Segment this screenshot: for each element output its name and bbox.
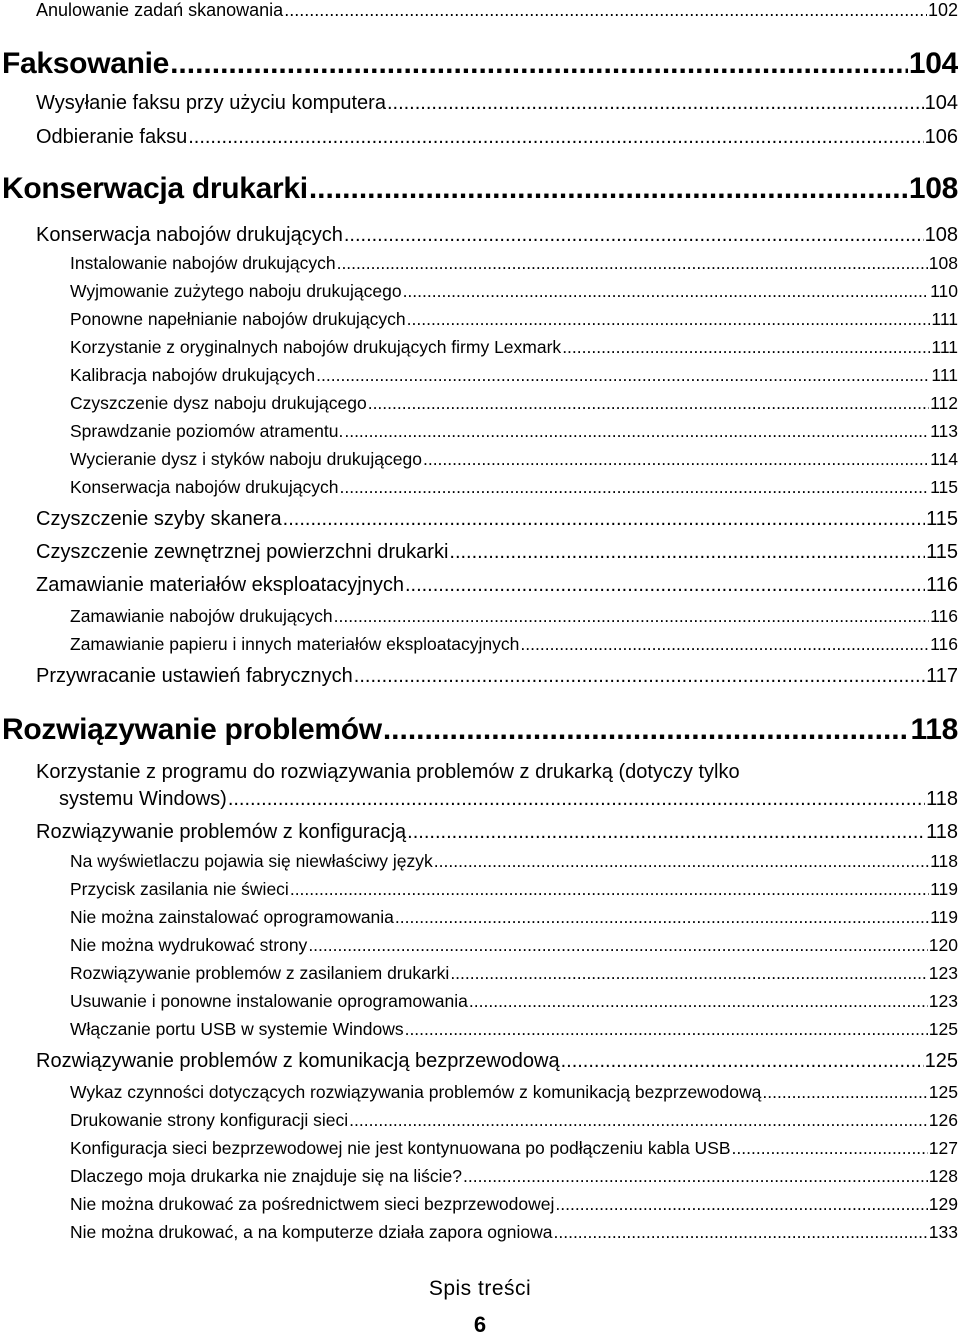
- toc-subentry-title: Konserwacja nabojów drukujących: [70, 477, 339, 497]
- toc-subentry[interactable]: [70, 851, 958, 872]
- toc-subentry-title: Drukowanie strony konfiguracji sieci: [70, 1110, 349, 1130]
- toc-entry-title: Rozwiązywanie problemów z konfiguracją: [36, 821, 407, 843]
- toc-subentry-title: Nie można drukować, a na komputerze działa zapora ogniowa: [70, 1222, 553, 1242]
- dot-leader: [395, 907, 929, 928]
- toc-entry-title: Przywracanie ustawień fabrycznych: [36, 665, 353, 687]
- toc-entry-page: 106: [924, 126, 958, 148]
- toc-subentry-page: 108: [928, 253, 958, 273]
- toc-entry-page: 118: [926, 821, 958, 843]
- toc-subentry-page: 125: [928, 1082, 958, 1102]
- dot-leader: [354, 665, 925, 688]
- dot-leader: [450, 963, 927, 984]
- toc-subentry-title: Ponowne napełnianie nabojów drukujących: [70, 309, 406, 329]
- dot-leader: [339, 477, 929, 498]
- dot-leader: [562, 337, 930, 358]
- toc-entry-title: Rozwiązywanie problemów z komunikacją bezprzewodową: [36, 1050, 560, 1072]
- toc-subentry[interactable]: [70, 1019, 958, 1040]
- toc-subentry[interactable]: [70, 907, 958, 928]
- toc-entry[interactable]: [36, 541, 958, 564]
- dot-leader: [520, 634, 929, 655]
- toc-subentry-page: 119: [930, 879, 958, 899]
- dot-leader: [188, 126, 923, 149]
- toc-subentry-title: Korzystanie z oryginalnych nabojów drukujących firmy Lexmark: [70, 337, 562, 357]
- toc-chapter-title: Rozwiązywanie problemów: [2, 713, 382, 746]
- toc-entry-title: Wysyłanie faksu przy użyciu komputera: [36, 92, 386, 114]
- toc-subentry[interactable]: [70, 1138, 958, 1159]
- toc-subentry-title: Na wyświetlaczu pojawia się niewłaściwy język: [70, 851, 433, 871]
- dot-leader: [228, 788, 925, 811]
- toc-subentry-page: 116: [930, 606, 958, 626]
- toc-subentry-title: Wykaz czynności dotyczących rozwiązywania problemów z komunikacją bezprzewodową: [70, 1082, 762, 1102]
- dot-leader: [423, 449, 929, 470]
- toc-entry[interactable]: [36, 508, 958, 531]
- toc-subentry-page: 123: [928, 991, 958, 1011]
- dot-leader: [349, 1110, 928, 1131]
- toc-subentry[interactable]: [70, 309, 958, 330]
- toc-subentry-title: Konfiguracja sieci bezprzewodowej nie jest kontynuowana po podłączeniu kabla USB: [70, 1138, 731, 1158]
- toc-subentry[interactable]: [70, 879, 958, 900]
- toc-chapter[interactable]: [2, 47, 958, 81]
- dot-leader: [284, 0, 927, 21]
- toc-subentry-page: 118: [930, 851, 958, 871]
- toc-subentry-page: 125: [928, 1019, 958, 1039]
- toc-subentry-page: 133: [928, 1222, 958, 1242]
- dot-leader: [344, 224, 924, 247]
- toc-entry[interactable]: [36, 665, 958, 688]
- toc-subentry-title: Wyjmowanie zużytego naboju drukującego: [70, 281, 402, 301]
- toc-subentry-page: 126: [928, 1110, 958, 1130]
- toc-subentry[interactable]: [70, 477, 958, 498]
- toc-entry-page: 115: [926, 541, 958, 563]
- toc-subentry[interactable]: [70, 1082, 958, 1103]
- dot-leader: [337, 253, 928, 274]
- dot-leader: [732, 1138, 928, 1159]
- toc-subentry-title: Instalowanie nabojów drukujących: [70, 253, 336, 273]
- dot-leader: [383, 713, 910, 747]
- dot-leader: [405, 1019, 928, 1040]
- toc-entry-title: Anulowanie zadań skanowania: [36, 0, 284, 20]
- toc-subentry[interactable]: [70, 449, 958, 470]
- toc-subentry[interactable]: [70, 1194, 958, 1215]
- toc-subentry-title: Nie można drukować za pośrednictwem sieci bezprzewodowej: [70, 1194, 555, 1214]
- toc-chapter-title: Faksowanie: [2, 47, 170, 80]
- toc-subentry[interactable]: [70, 253, 958, 274]
- toc-subentry[interactable]: [70, 365, 958, 386]
- toc-subentry-page: 120: [928, 935, 958, 955]
- dot-leader: [407, 309, 931, 330]
- footer-page-number: 6: [473, 1312, 487, 1337]
- toc-subentry[interactable]: [70, 281, 958, 302]
- toc-subentry-page: 114: [930, 449, 958, 469]
- toc-subentry[interactable]: [70, 421, 958, 442]
- dot-leader: [308, 935, 927, 956]
- dot-leader: [316, 365, 930, 386]
- toc-subentry-page: 128: [928, 1166, 958, 1186]
- toc-entry[interactable]: [36, 574, 958, 597]
- footer-section-title: Spis treści: [428, 1277, 532, 1300]
- toc-subentry-page: 111: [931, 365, 958, 385]
- toc-subentry-page: 123: [928, 963, 958, 983]
- toc-subentry-title: Przycisk zasilania nie świeci: [70, 879, 289, 899]
- toc-subentry[interactable]: [70, 634, 958, 655]
- dot-leader: [407, 821, 925, 844]
- dot-leader: [403, 281, 930, 302]
- dot-leader: [561, 1050, 924, 1073]
- toc-subentry-page: 111: [931, 337, 958, 357]
- toc-entry-title: Czyszczenie zewnętrznej powierzchni drukarki: [36, 541, 449, 563]
- toc-subentry-title: Nie można zainstalować oprogramowania: [70, 907, 394, 927]
- toc-entry[interactable]: [36, 224, 958, 247]
- toc-subentry-page: 113: [930, 421, 958, 441]
- toc-entry-title: Zamawianie materiałów eksploatacyjnych: [36, 574, 404, 596]
- dot-leader: [434, 851, 929, 872]
- dot-leader: [283, 508, 925, 531]
- toc-subentry-title: Dlaczego moja drukarka nie znajduje się na liście?: [70, 1166, 463, 1186]
- toc-entry[interactable]: [36, 1050, 958, 1073]
- toc-entry-page: 102: [927, 0, 958, 20]
- toc-subentry-title: Zamawianie papieru i innych materiałów eksploatacyjnych: [70, 634, 520, 654]
- toc-subentry-title: Usuwanie i ponowne instalowanie oprogramowania: [70, 991, 468, 1011]
- dot-leader: [387, 92, 924, 115]
- toc-entry-title: Odbieranie faksu: [36, 126, 188, 148]
- dot-leader: [463, 1166, 928, 1187]
- toc-entry-page: 118: [926, 788, 958, 810]
- toc-subentry-page: 115: [930, 477, 958, 497]
- toc-subentry-page: 112: [930, 393, 958, 413]
- toc-subentry[interactable]: [70, 935, 958, 956]
- toc-entry-page: 108: [924, 224, 958, 246]
- dot-leader: [290, 879, 929, 900]
- toc-entry-title: systemu Windows): [59, 788, 227, 810]
- toc-entry[interactable]: [36, 92, 958, 115]
- toc-subentry-title: Rozwiązywanie problemów z zasilaniem drukarki: [70, 963, 450, 983]
- toc-subentry-page: 119: [930, 907, 958, 927]
- toc-entry-page: 115: [926, 508, 958, 530]
- toc-subentry[interactable]: [70, 963, 958, 984]
- toc-subentry[interactable]: [70, 393, 958, 414]
- toc-entry-page: 116: [926, 574, 958, 596]
- toc-subentry-title: Wycieranie dysz i styków naboju drukującego: [70, 449, 422, 469]
- toc-subentry-title: Zamawianie nabojów drukujących: [70, 606, 333, 626]
- toc-entry-page: 104: [924, 92, 958, 114]
- toc-entry[interactable]: [36, 821, 958, 844]
- toc-entry[interactable]: [36, 126, 958, 149]
- toc-subentry[interactable]: [70, 337, 958, 358]
- toc-subentry-title: Sprawdzanie poziomów atramentu.: [70, 421, 344, 441]
- toc-subentry[interactable]: [70, 606, 958, 627]
- toc-subentry-title: Włączanie portu USB w systemie Windows: [70, 1019, 404, 1039]
- dot-leader: [309, 172, 908, 206]
- dot-leader: [334, 606, 929, 627]
- toc-subentry[interactable]: [70, 1166, 958, 1187]
- toc-chapter-title: Konserwacja drukarki: [2, 172, 308, 205]
- toc-subentry-title: Nie można wydrukować strony: [70, 935, 308, 955]
- toc-entry[interactable]: [36, 0, 958, 21]
- toc-chapter-page: 108: [908, 172, 958, 205]
- toc-entry-title-line1[interactable]: Korzystanie z programu do rozwiązywania problemów z drukarką (dotyczy tylko: [36, 761, 740, 783]
- toc-subentry-page: 111: [931, 309, 958, 329]
- toc-chapter-page: 104: [908, 47, 958, 80]
- toc-entry[interactable]: [59, 788, 958, 811]
- toc-entry-title: Czyszczenie szyby skanera: [36, 508, 282, 530]
- toc-entry-page: 125: [924, 1050, 958, 1072]
- dot-leader: [554, 1222, 928, 1243]
- toc-entry-page: 117: [926, 665, 958, 687]
- toc-subentry-page: 116: [930, 634, 958, 654]
- dot-leader: [368, 393, 929, 414]
- dot-leader: [405, 574, 925, 597]
- toc-subentry-page: 129: [928, 1194, 958, 1214]
- dot-leader: [762, 1082, 927, 1103]
- dot-leader: [449, 541, 925, 564]
- dot-leader: [344, 421, 929, 442]
- toc-entry-title: Konserwacja nabojów drukujących: [36, 224, 343, 246]
- toc-subentry[interactable]: [70, 991, 958, 1012]
- toc-subentry-page: 110: [930, 281, 958, 301]
- toc-subentry-title: Czyszczenie dysz naboju drukującego: [70, 393, 367, 413]
- toc-chapter-page: 118: [910, 713, 958, 746]
- toc-subentry[interactable]: [70, 1222, 958, 1243]
- dot-leader: [555, 1194, 927, 1215]
- toc-subentry[interactable]: [70, 1110, 958, 1131]
- toc-subentry-title: Kalibracja nabojów drukujących: [70, 365, 316, 385]
- toc-chapter[interactable]: [2, 172, 958, 206]
- toc-subentry-page: 127: [928, 1138, 958, 1158]
- dot-leader: [469, 991, 928, 1012]
- toc-chapter[interactable]: [2, 713, 958, 747]
- dot-leader: [170, 47, 908, 81]
